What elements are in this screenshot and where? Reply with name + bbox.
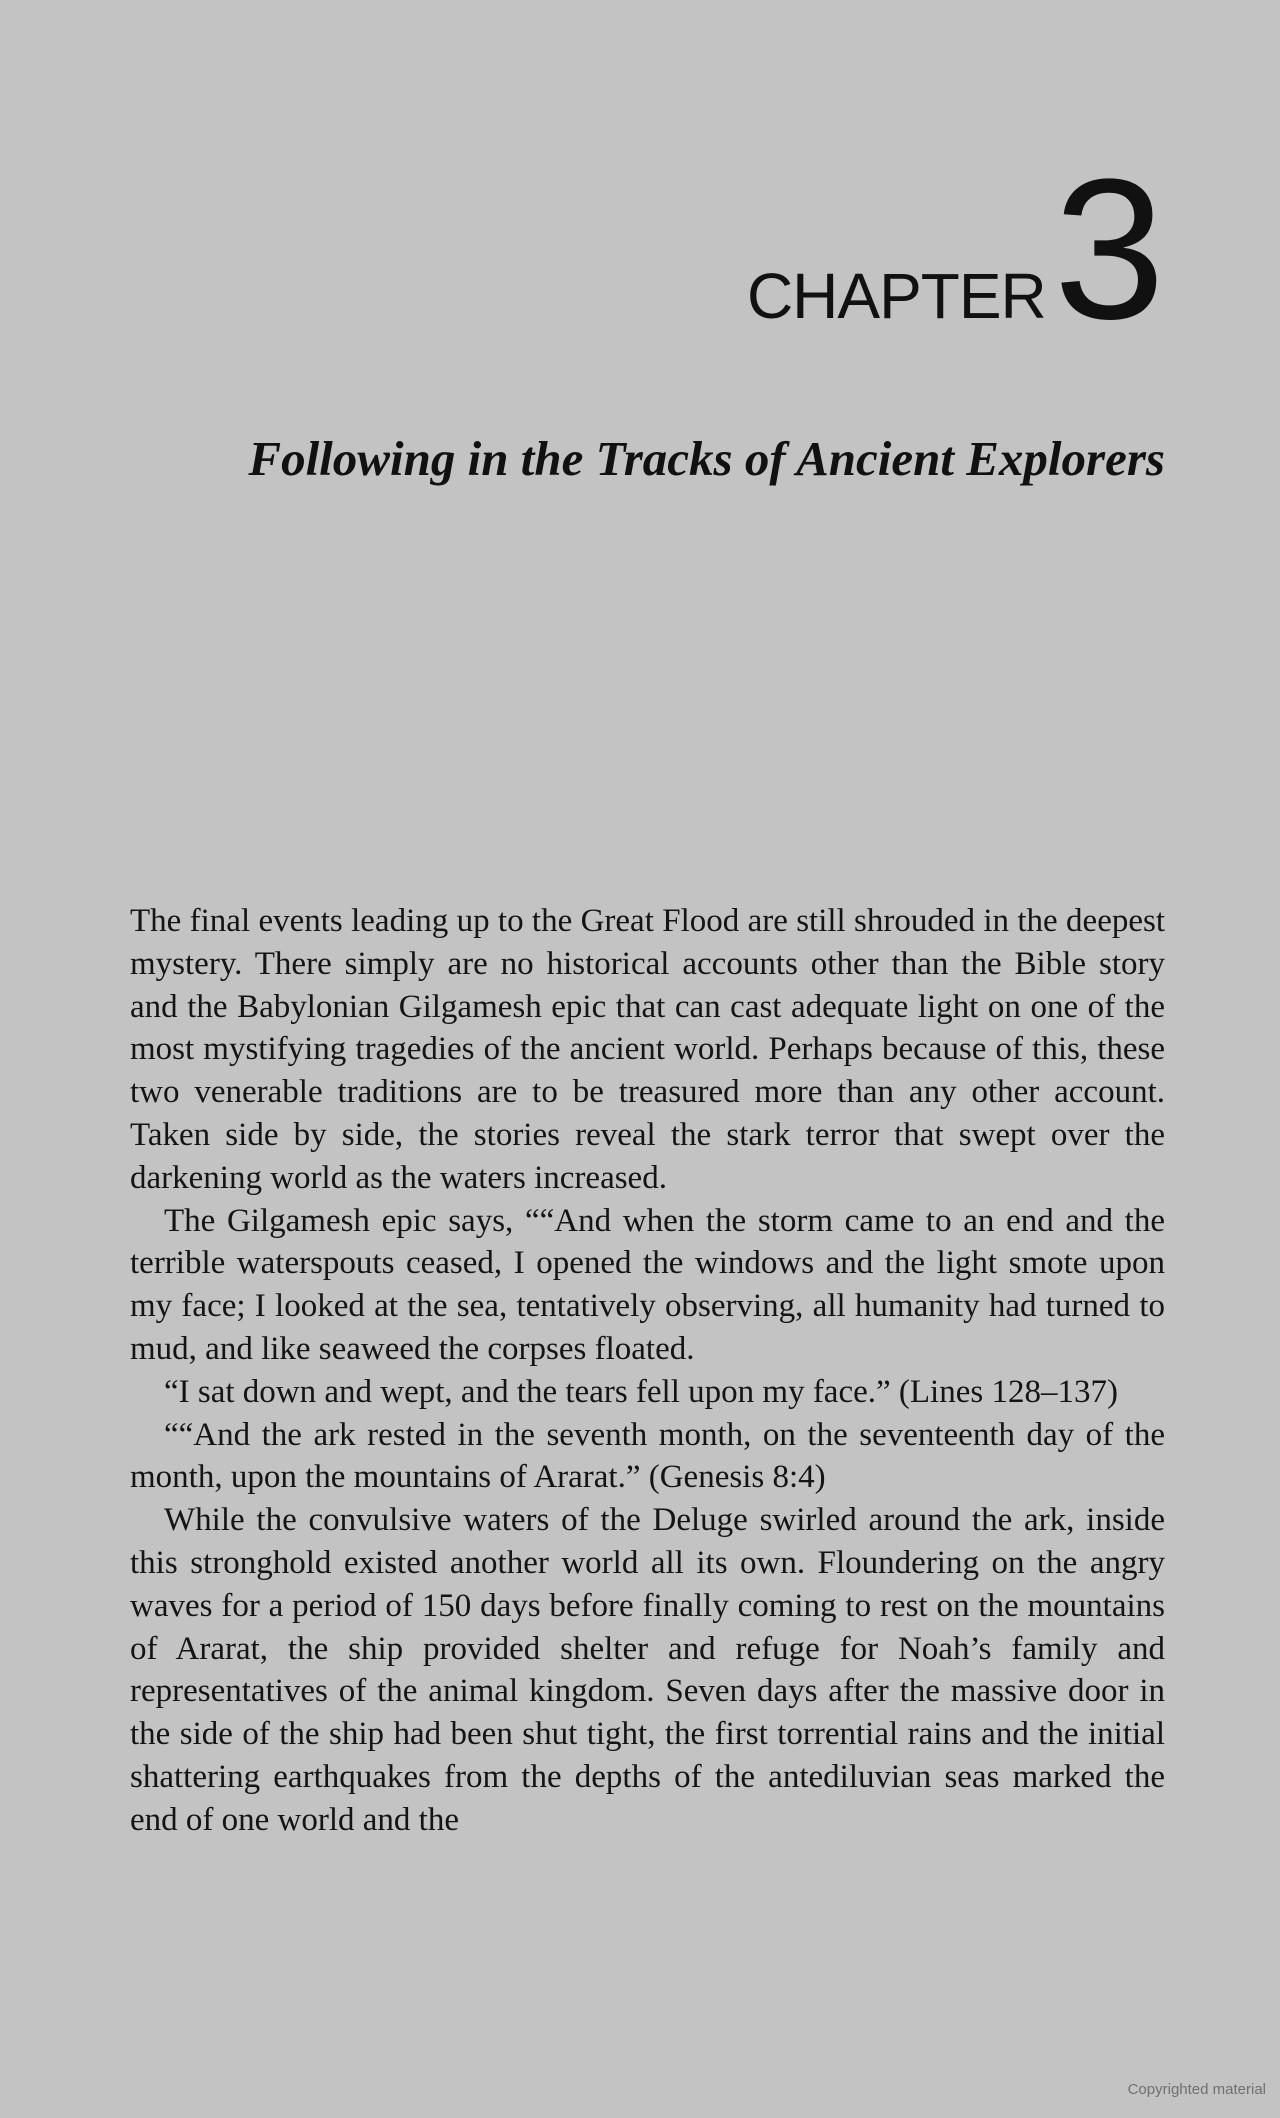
chapter-number: 3 [1053,138,1165,361]
paragraph: “I sat down and wept, and the tears fell upon my face.” (Lines 128–137) [164,1373,1118,1410]
copyright-notice: Copyrighted material [1127,2081,1266,2098]
paragraph: ““And the ark rested in the seventh month, on the seventeenth day of the month, upon the mountains of Ararat.” (Genesis 8:4) [130,1416,1165,1496]
paragraph: The Gilgamesh epic says, ““And when the storm came to an end and the terrible waterspouts ceased, I opened the windows and the light smote upon my face; I looked at the sea, tentatively observing, all humanity had turned to mud, and like seaweed the corpses floated. [130,1202,1165,1367]
chapter-heading [746,138,1165,361]
paragraph: The final events leading up to the Great Flood are still shrouded in the deepest mystery. There simply are no historical accounts other than the Bible story and the Babylonian Gilgamesh epic that can cast adequate light on one of the most mystifying tragedies of the ancient world. Perhaps because of this, these two venerable traditions are to be treasured more than any other account. Taken side by side, the stories reveal the stark terror that swept over the darkening world as the waters increased. [130,903,1165,1196]
body-text [130,900,1165,1842]
chapter-title: Following in the Tracks of Ancient Explorers [248,431,1165,486]
chapter-label: CHAPTER [746,260,1046,332]
paragraph: While the convulsive waters of the Deluge swirled around the ark, inside this stronghold existed another world all its own. Floundering on the angry waves for a period of 150 days before finally coming to rest on the mountains of Ararat, the ship provided shelter and refuge for Noah’s family and representatives of the animal kingdom. Seven days after the massive door in the side of the ship had been shut tight, the first torrential rains and the initial shattering earthquakes from the depths of the antediluvian seas marked the end of one world and the [130,1502,1165,1838]
